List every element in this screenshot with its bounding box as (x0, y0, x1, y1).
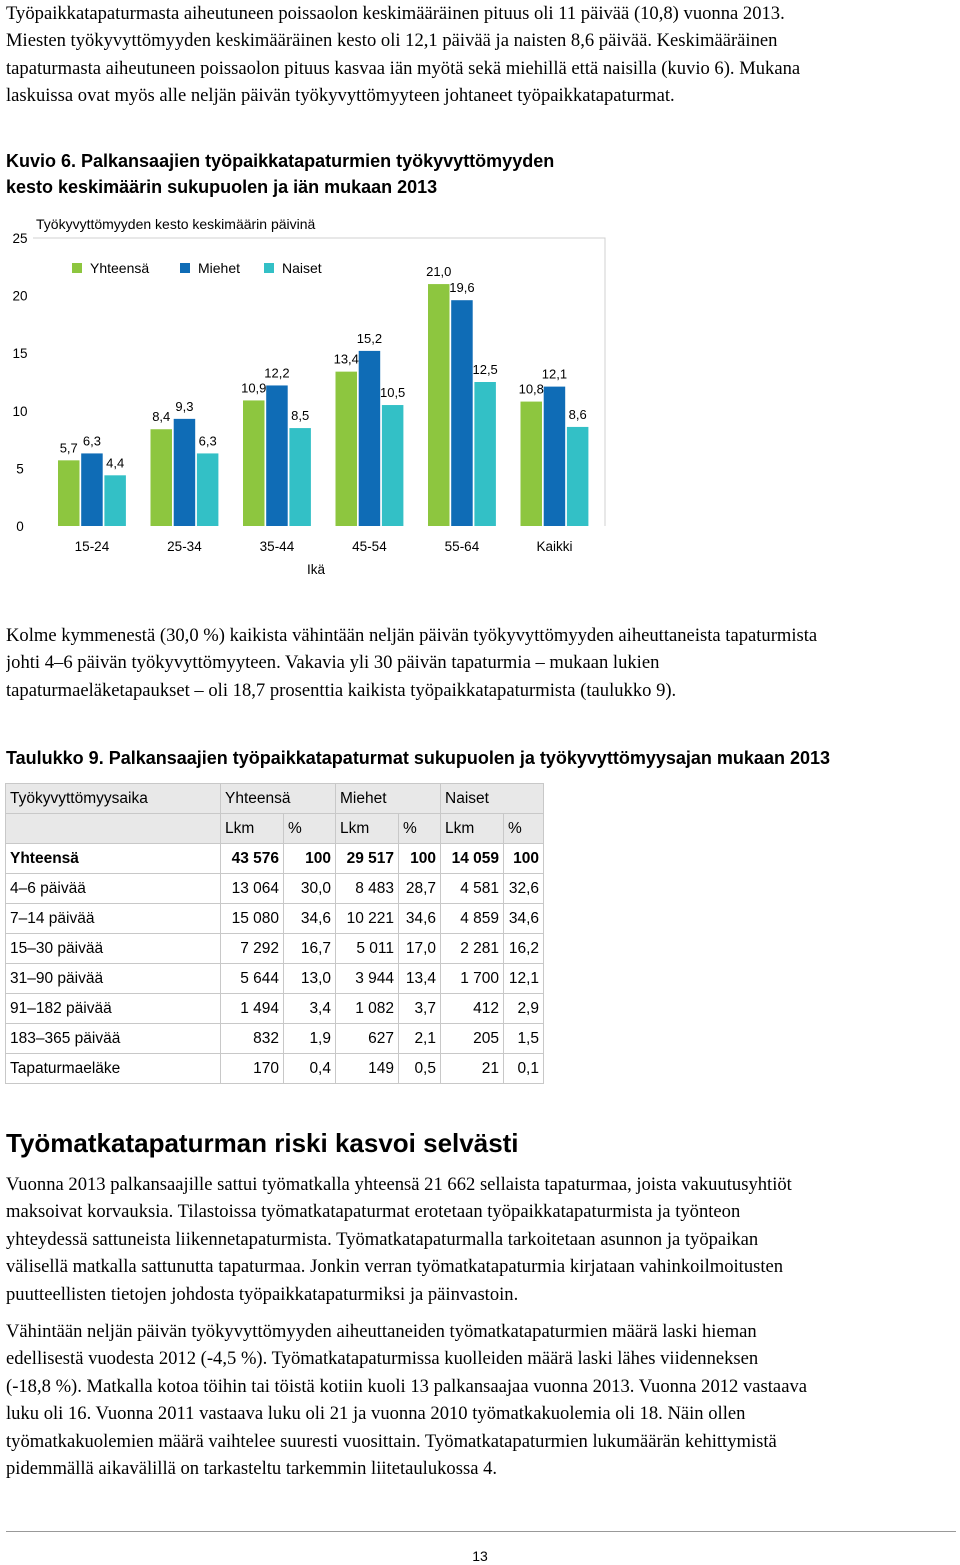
chart-title: Työkyvyttömyyden kesto keskimäärin päivinä (36, 216, 316, 232)
table-row (6, 934, 544, 964)
table-cell: 3,4 (284, 994, 336, 1024)
bar-miehet (359, 351, 381, 526)
table-cell: 8 483 (336, 874, 399, 904)
middle-line-3: tapaturmaeläketapaukset – oli 18,7 prosenttia kaikista työpaikkatapaturmista (taulukko 9). (6, 680, 677, 701)
table-cell: 0,1 (504, 1054, 544, 1084)
legend-label: Miehet (198, 260, 241, 276)
x-tick-label: 25-34 (167, 539, 202, 554)
subheader-lkm: Lkm (441, 814, 504, 844)
table-cell: 17,0 (399, 934, 441, 964)
table-cell: 100 (399, 844, 441, 874)
bar-miehet (174, 419, 196, 526)
column-group-yhteensa: Yhteensä (221, 784, 336, 814)
table-cell: 10 221 (336, 904, 399, 934)
table-cell: 412 (441, 994, 504, 1024)
x-tick-label: 55-64 (444, 539, 480, 554)
bar-naiset (567, 427, 589, 526)
table-cell: 12,1 (504, 964, 544, 994)
table-caption: Taulukko 9. Palkansaajien työpaikkatapaturmat sukupuolen ja työkyvyttömyysajan mukaan 2013 (6, 748, 830, 768)
row-label: 183–365 päivää (6, 1024, 221, 1054)
table-cell: 13 064 (221, 874, 284, 904)
y-tick-label: 15 (12, 346, 28, 362)
table-header-row (6, 784, 544, 814)
section-p1-line-4: välisellä matkalla sattunutta tapaturmaa. Jonkin verran työmatkatapaturmia kirjataan vahinkoilmoitusten (6, 1256, 784, 1277)
row-label: 4–6 päivää (6, 874, 221, 904)
table-cell: 205 (441, 1024, 504, 1054)
table-cell: 29 517 (336, 844, 399, 874)
data-label: 6,3 (198, 433, 217, 449)
y-tick-label: 10 (12, 403, 28, 419)
bar-naiset (104, 475, 126, 526)
table-cell: 0,5 (399, 1054, 441, 1084)
table-cell: 34,6 (504, 904, 544, 934)
table-cell: 13,0 (284, 964, 336, 994)
x-tick-label: 45-54 (352, 539, 387, 554)
table-cell: 34,6 (284, 904, 336, 934)
middle-line-1: Kolme kymmenestä (30,0 %) kaikista vähintään neljän päivän työkyvyttömyyden aiheuttaneista tapaturmista (6, 625, 818, 646)
bar-naiset (474, 382, 496, 526)
bar-miehet (451, 300, 473, 526)
bar-naiset (197, 453, 219, 526)
page-number: 13 (472, 1548, 488, 1564)
data-label: 8,4 (152, 409, 171, 425)
table-cell: 2,1 (399, 1024, 441, 1054)
table-cell: 14 059 (441, 844, 504, 874)
table-cell: 15 080 (221, 904, 284, 934)
subheader-percent: % (284, 814, 336, 844)
data-label: 5,7 (59, 440, 78, 456)
table-cell: 43 576 (221, 844, 284, 874)
table-row (6, 964, 544, 994)
bar-yhteensä (243, 400, 265, 526)
table-cell: 3,7 (399, 994, 441, 1024)
data-label: 12,2 (264, 365, 290, 381)
bar-naiset (382, 405, 404, 526)
table-cell: 1 494 (221, 994, 284, 1024)
section-p2-line-6: pidemmällä aikavälillä on tarkasteltu tarkemmin liitetaulukossa 4. (6, 1458, 498, 1479)
table-cell: 0,4 (284, 1054, 336, 1084)
bar-miehet (81, 453, 103, 526)
x-axis-title: Ikä (306, 562, 326, 577)
row-label: Tapaturmaeläke (6, 1054, 221, 1084)
data-label: 15,2 (356, 330, 383, 346)
table-row (6, 994, 544, 1024)
table-cell: 4 581 (441, 874, 504, 904)
y-tick-label: 5 (16, 461, 24, 477)
table-cell: 5 644 (221, 964, 284, 994)
data-label: 12,1 (541, 366, 568, 382)
row-label: Yhteensä (6, 844, 221, 874)
intro-line-1: Työpaikkatapaturmasta aiheutuneen poissaolon keskimääräinen pituus oli 11 päivää (10,8) vuonna 2013. (6, 3, 785, 24)
y-tick-label: 20 (12, 288, 28, 304)
table-cell: 32,6 (504, 874, 544, 904)
table-cell: 627 (336, 1024, 399, 1054)
legend-swatch-naiset (264, 263, 274, 273)
section-p2-line-2: edellisestä vuodesta 2012 (-4,5 %). Työmatkatapaturmissa kuolleiden määrä laski lähes viidenneksen (6, 1348, 759, 1369)
table-cell: 1,9 (284, 1024, 336, 1054)
empty-cell (6, 814, 221, 844)
table-cell: 2 281 (441, 934, 504, 964)
data-label: 9,3 (175, 398, 194, 414)
bar-yhteensä (336, 372, 358, 526)
bar-miehet (266, 385, 288, 526)
section-heading: Työmatkatapaturman riski kasvoi selvästi (6, 1128, 519, 1158)
section-p1-line-5: puutteellisten tietojen johdosta työpaikkatapaturmiksi ja päinvastoin. (6, 1284, 519, 1305)
table-cell: 4 859 (441, 904, 504, 934)
data-label: 10,8 (518, 381, 544, 397)
table-row (6, 874, 544, 904)
y-tick-label: 25 (12, 231, 28, 246)
table-cell: 1,5 (504, 1024, 544, 1054)
table-cell: 2,9 (504, 994, 544, 1024)
table-subheader-row (6, 814, 544, 844)
subheader-percent: % (399, 814, 441, 844)
table-cell: 100 (504, 844, 544, 874)
bar-yhteensä (151, 429, 173, 526)
section-p1-line-2: maksoivat korvauksia. Tilastoissa työmatkatapaturmat erotetaan työpaikkatapaturmista ja työnteon (6, 1201, 741, 1222)
table-cell: 16,7 (284, 934, 336, 964)
bar-yhteensä (58, 460, 80, 526)
table-cell: 30,0 (284, 874, 336, 904)
bar-miehet (544, 387, 566, 526)
table-cell: 149 (336, 1054, 399, 1084)
section-p2-line-4: luku oli 16. Vuonna 2011 vastaava luku oli 21 ja vuonna 2010 työmatkakuolemia oli 18. Näin ollen (6, 1403, 746, 1424)
data-label: 10,5 (379, 385, 406, 401)
intro-line-4: laskuissa ovat myös alle neljän päivän työkyvyttömyyteen johtaneet työpaikkatapaturmat. (6, 85, 675, 106)
table-cell: 1 700 (441, 964, 504, 994)
table-cell: 13,4 (399, 964, 441, 994)
figure-caption-line-2: kesto keskimäärin sukupuolen ja iän mukaan 2013 (6, 177, 438, 197)
table-cell: 832 (221, 1024, 284, 1054)
table-row (6, 844, 544, 874)
x-tick-label: Kaikki (536, 539, 573, 554)
data-label: 10,9 (241, 380, 267, 396)
table-cell: 34,6 (399, 904, 441, 934)
row-label: 15–30 päivää (6, 934, 221, 964)
column-group-miehet: Miehet (336, 784, 441, 814)
legend-label: Yhteensä (90, 260, 150, 276)
table-cell: 100 (284, 844, 336, 874)
section-p2-line-5: työmatkakuolemien määrä vaihtelee suuresti vuosittain. Työmatkatapaturmien lukumäärän kehittymistä (6, 1431, 777, 1452)
legend-swatch-yhteensä (72, 263, 82, 273)
table-cell: 7 292 (221, 934, 284, 964)
middle-line-2: johti 4–6 päivän työkyvyttömyyteen. Vakavia yli 30 päivän tapaturmia – mukaan lukien (6, 652, 660, 673)
data-label: 12,5 (472, 362, 498, 377)
section-p2-line-3: (-18,8 %). Matkalla kotoa töihin tai töistä kotiin kuoli 13 palkansaajaa vuonna 2013. Vuonna 2012 vastaava (6, 1376, 807, 1397)
data-label: 8,6 (568, 406, 587, 422)
table-cell: 1 082 (336, 994, 399, 1024)
data-label: 19,6 (449, 280, 475, 296)
bar-chart (0, 205, 620, 585)
table-cell: 21 (441, 1054, 504, 1084)
column-group-naiset: Naiset (441, 784, 544, 814)
legend-swatch-miehet (180, 263, 190, 273)
column-header-tyokyvyttomyysaika: Työkyvyttömyysaika (6, 784, 221, 814)
row-label: 31–90 päivää (6, 964, 221, 994)
data-label: 6,3 (82, 433, 101, 449)
table-body (6, 844, 544, 1084)
footer-divider (6, 1531, 956, 1532)
x-tick-label: 15-24 (74, 539, 110, 554)
table-row (6, 904, 544, 934)
subheader-lkm: Lkm (221, 814, 284, 844)
subheader-lkm: Lkm (336, 814, 399, 844)
section-p1-line-1: Vuonna 2013 palkansaajille sattui työmatkalla yhteensä 21 662 sellaista tapaturmaa, joista vakuutusyhtiöt (6, 1174, 792, 1195)
data-label: 8,5 (291, 408, 310, 424)
table-9 (5, 783, 544, 1084)
data-label: 4,4 (106, 455, 125, 471)
row-label: 7–14 päivää (6, 904, 221, 934)
section-p1-line-3: yhteydessä sattuneista liikennetapaturmista. Työmatkatapaturmalla tarkoitetaan asunnon ja työpaikan (6, 1229, 759, 1250)
table-cell: 3 944 (336, 964, 399, 994)
bar-naiset (289, 428, 311, 526)
table-cell: 5 011 (336, 934, 399, 964)
intro-line-2: Miesten työkyvyttömyyden keskimääräinen kesto oli 12,1 päivää ja naisten 8,6 päivää. Keskimääräinen (6, 30, 778, 51)
legend-label: Naiset (282, 260, 322, 276)
x-tick-label: 35-44 (259, 539, 295, 554)
intro-line-3: tapaturmasta aiheutuneen poissaolon pituus kasvaa iän myötä sekä miehillä että naisilla (kuvio 6). Mukana (6, 58, 801, 79)
section-p2-line-1: Vähintään neljän päivän työkyvyttömyyden aiheuttaneiden työmatkatapaturmien määrä laski hieman (6, 1321, 757, 1342)
bar-yhteensä (521, 402, 543, 526)
figure-caption-line-1: Kuvio 6. Palkansaajien työpaikkatapaturmien työkyvyttömyyden (6, 151, 555, 171)
row-label: 91–182 päivää (6, 994, 221, 1024)
table-cell: 170 (221, 1054, 284, 1084)
table-cell: 16,2 (504, 934, 544, 964)
data-label: 13,4 (333, 351, 359, 367)
table-cell: 28,7 (399, 874, 441, 904)
data-label: 21,0 (426, 264, 452, 280)
subheader-percent: % (504, 814, 544, 844)
table-row (6, 1024, 544, 1054)
y-tick-label: 0 (16, 519, 24, 534)
table-row (6, 1054, 544, 1084)
bar-yhteensä (428, 284, 450, 526)
